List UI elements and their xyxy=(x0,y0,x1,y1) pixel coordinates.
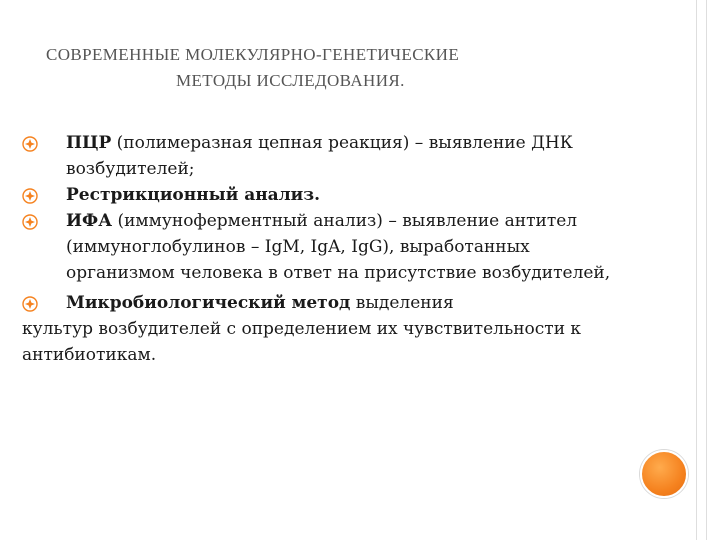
star-flower-icon xyxy=(22,296,38,312)
bullet-item-restriction xyxy=(22,182,622,208)
orange-circle-icon xyxy=(640,450,688,498)
bullet-continuation xyxy=(22,316,622,368)
bullet-bold: Рестрикционный анализ. xyxy=(66,185,321,205)
bullet-text: (полимеразная цепная реакция) – выявление ДНК возбудителей; xyxy=(66,133,573,179)
bullet-text: культур возбудителей с определением их чувствительности к антибиотикам. xyxy=(22,319,582,365)
bullet-text: выделения xyxy=(350,293,454,313)
bullet-text: (иммуноферментный анализ) – выявление антител (иммуноглобулинов – IgM, IgA, IgG), выработанных организмом человека в ответ на присутствие возбудителей, xyxy=(66,211,611,283)
bullet-item-microbiology xyxy=(22,290,622,368)
bullet-item-ifa xyxy=(22,208,622,286)
star-flower-icon xyxy=(22,136,38,152)
star-flower-icon xyxy=(22,188,38,204)
bullet-list xyxy=(22,130,622,368)
bullet-bold: ИФА xyxy=(66,211,113,231)
side-rule-left xyxy=(696,0,697,540)
title-line-2: МЕТОДЫ ИССЛЕДОВАНИЯ. xyxy=(176,71,405,91)
star-flower-icon xyxy=(22,214,38,230)
bullet-item-pcr xyxy=(22,130,622,182)
bullet-bold: ПЦР xyxy=(66,133,112,153)
side-rule-right xyxy=(706,0,707,540)
title-line-1: СОВРЕМЕННЫЕ МОЛЕКУЛЯРНО-ГЕНЕТИЧЕСКИЕ xyxy=(46,45,460,64)
slide-title xyxy=(46,42,646,95)
bullet-bold: Микробиологический метод xyxy=(66,293,351,313)
